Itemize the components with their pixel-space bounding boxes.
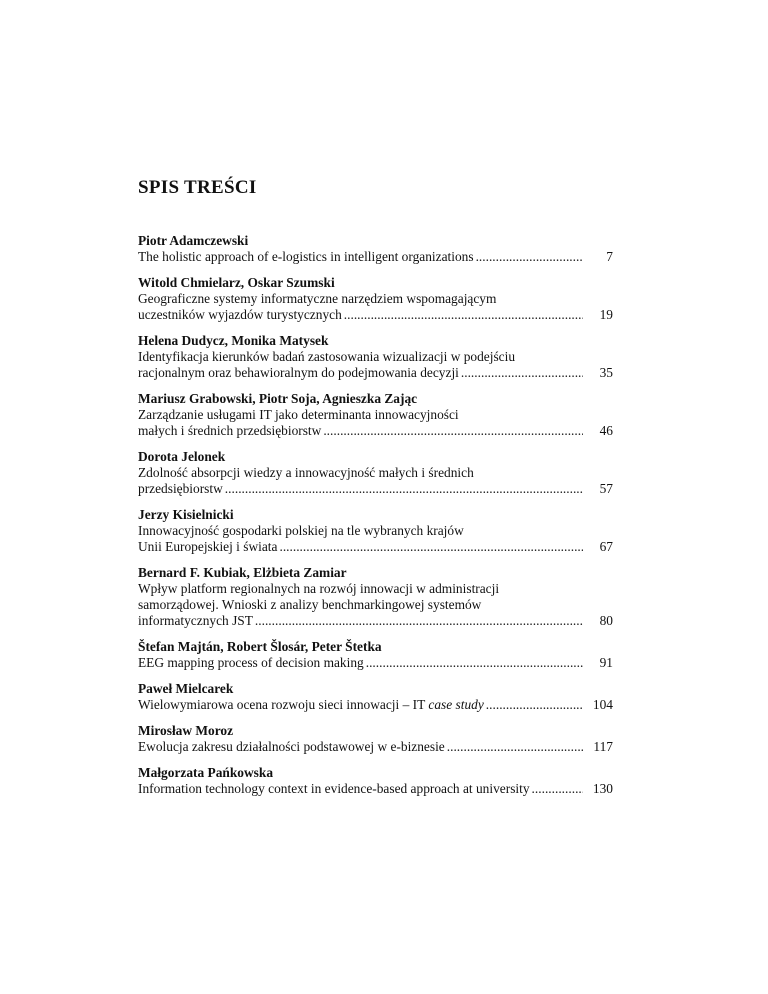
page-number: 130 xyxy=(592,781,613,796)
entry-authors: Piotr Adamczewski xyxy=(138,233,249,248)
page-title: SPIS TREŚCI xyxy=(138,177,257,198)
entry-title-line: Geograficzne systemy informatyczne narzędziem wspomagającym xyxy=(138,291,497,306)
entry-last-line xyxy=(138,781,613,797)
page-number: 67 xyxy=(599,539,613,554)
entry-last-line xyxy=(138,739,613,755)
entry-authors: Štefan Majtán, Robert Šlosár, Peter Štetka xyxy=(138,639,382,654)
entry-title: Information technology context in evidence-based approach at university xyxy=(138,781,530,796)
entry-last-line xyxy=(138,613,613,629)
dot-leader xyxy=(476,249,583,265)
entry-authors: Paweł Mielcarek xyxy=(138,681,234,696)
entry-title-italic: case study xyxy=(428,697,484,712)
entry-title: informatycznych JST xyxy=(138,613,253,628)
entry-last-line xyxy=(138,307,613,323)
entry-title: Ewolucja zakresu działalności podstawowej w e-biznesie xyxy=(138,739,445,754)
entry-title: Unii Europejskiej i świata xyxy=(138,539,278,554)
entry-authors: Mirosław Moroz xyxy=(138,723,234,738)
page-number: 19 xyxy=(599,307,613,322)
entry-last-line xyxy=(138,481,613,497)
entry-last-line xyxy=(138,539,613,555)
dot-leader xyxy=(461,365,583,381)
toc-entry xyxy=(138,765,613,797)
entry-title: racjonalnym oraz behawioralnym do podejmowania decyzji xyxy=(138,365,459,380)
page-number: 7 xyxy=(606,249,613,264)
entry-title-line: Wpływ platform regionalnych na rozwój innowacji w administracji xyxy=(138,581,500,596)
entry-last-line xyxy=(138,249,613,265)
page-number: 104 xyxy=(592,697,613,712)
page-number: 46 xyxy=(599,423,613,438)
toc-entry xyxy=(138,449,613,497)
page-number: 80 xyxy=(599,613,613,628)
dot-leader xyxy=(366,655,583,671)
toc-entry xyxy=(138,723,613,755)
dot-leader xyxy=(486,697,583,713)
dot-leader xyxy=(447,739,583,755)
dot-leader xyxy=(344,307,583,323)
toc-entry xyxy=(138,391,613,439)
entry-title-line: Zdolność absorpcji wiedzy a innowacyjność małych i średnich xyxy=(138,465,474,480)
page-number: 91 xyxy=(599,655,613,670)
toc-entry xyxy=(138,275,613,323)
entry-authors: Helena Dudycz, Monika Matysek xyxy=(138,333,329,348)
entry-last-line xyxy=(138,697,613,713)
entry-title-line: samorządowej. Wnioski z analizy benchmarkingowej systemów xyxy=(138,597,482,612)
dot-leader xyxy=(225,481,583,497)
entry-last-line xyxy=(138,655,613,671)
entry-authors: Mariusz Grabowski, Piotr Soja, Agnieszka Zając xyxy=(138,391,418,406)
entry-title-line: Innowacyjność gospodarki polskiej na tle wybranych krajów xyxy=(138,523,464,538)
page-number: 35 xyxy=(599,365,613,380)
toc-entry xyxy=(138,639,613,671)
table-of-contents xyxy=(138,233,613,807)
toc-entry xyxy=(138,233,613,265)
entry-authors: Bernard F. Kubiak, Elżbieta Zamiar xyxy=(138,565,347,580)
entry-authors: Jerzy Kisielnicki xyxy=(138,507,234,522)
page-number: 57 xyxy=(599,481,613,496)
entry-authors: Małgorzata Pańkowska xyxy=(138,765,274,780)
toc-entry xyxy=(138,333,613,381)
entry-last-line xyxy=(138,423,613,439)
dot-leader xyxy=(255,613,583,629)
entry-title-line: Zarządzanie usługami IT jako determinanta innowacyjności xyxy=(138,407,459,422)
toc-entry xyxy=(138,565,613,629)
entry-title-line: Identyfikacja kierunków badań zastosowania wizualizacji w podejściu xyxy=(138,349,516,364)
entry-authors: Dorota Jelonek xyxy=(138,449,226,464)
toc-entry xyxy=(138,507,613,555)
entry-title-plain: Wielowymiarowa ocena rozwoju sieci innowacji – IT xyxy=(138,697,426,712)
dot-leader xyxy=(279,539,583,555)
entry-title: uczestników wyjazdów turystycznych xyxy=(138,307,342,322)
entry-title: przedsiębiorstw xyxy=(138,481,223,496)
entry-authors: Witold Chmielarz, Oskar Szumski xyxy=(138,275,335,290)
entry-title xyxy=(138,697,484,713)
entry-title: EEG mapping process of decision making xyxy=(138,655,364,670)
entry-title: The holistic approach of e-logistics in intelligent organizations xyxy=(138,249,474,264)
toc-entry xyxy=(138,681,613,713)
entry-last-line xyxy=(138,365,613,381)
dot-leader xyxy=(323,423,583,439)
entry-title: małych i średnich przedsiębiorstw xyxy=(138,423,322,438)
dot-leader xyxy=(532,781,583,797)
page-number: 117 xyxy=(593,739,613,754)
